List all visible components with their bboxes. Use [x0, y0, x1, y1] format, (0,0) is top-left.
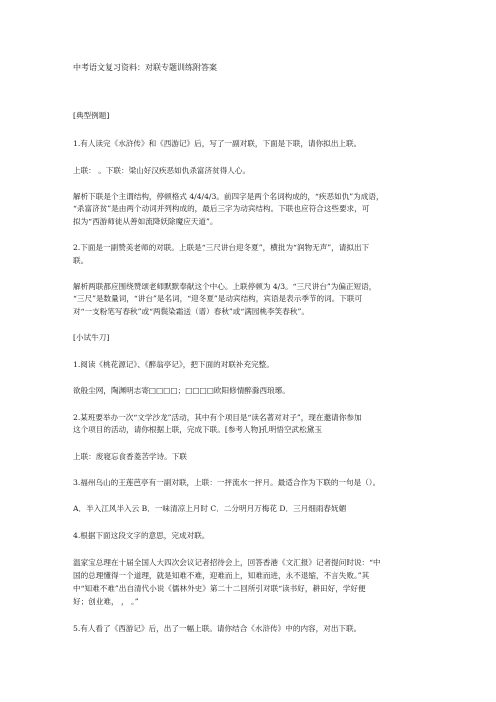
paragraph-line: 上联： 。下联：梁山好汉疾恶如仇杀富济贫得人心。 [73, 166, 251, 175]
paragraph-line: 5.有人看了《西游记》后，出了一幅上联。请你结合《水浒传》中的内容，对出下联。 [73, 624, 362, 633]
paragraph-line: 欲般尘网，陶渊明志寄□□□□；□□□□欧阳修情醉滁西琅琊。 [73, 386, 290, 395]
paragraph-line: 4.根据下面这段文字的意思，完成对联。 [73, 531, 210, 540]
section-heading-examples: [典型例题] [73, 111, 110, 120]
paragraph-line: 国的总理懂得一个道理，就是知难不难，迎难而上，知难而进，永不退缩，不言失败。”其 [73, 571, 370, 580]
section-heading-practice: [小试牛刀] [73, 333, 110, 342]
paragraph-line: 联。 [73, 256, 89, 265]
paragraph-line: 2.某班要举办一次“文学沙龙”活动，其中有个项目是“读名著对对子”，现在邀请你参加 [73, 413, 362, 422]
paragraph-line: 拟为“西游师徒从善如流降妖除魔应天道”。 [73, 217, 218, 226]
answer-options: A．半入江风半入云 B．一味清凉上月时 C．二分明月万梅花 D．三月细雨春妩媚 [73, 504, 347, 513]
paragraph-line: 温家宝总理在十届全国人大四次会议记者招待会上，回答香港《文汇报》记者提问时说：“中 [73, 558, 381, 567]
paragraph-line: “杀富济贫”是由两个动词并列构成的，最后三字为动宾结构。下联也应符合这些要求，可 [73, 204, 370, 213]
paragraph-line: 3.福州乌山的王莲芭亭有一副对联，上联：一抨流水一抨月。最适合作为下联的一句是（）。 [73, 478, 381, 487]
paragraph-line: 解析下联是个主谓结构，停顿格式 4/4/4/3。前四字是两个名词构成的，“疾恶如仇”为成语， [73, 192, 384, 201]
paragraph-line: 解析两联都应围绕赞颂老师默默奉献这个中心。上联停顿为 4/3。“三尺讲台”为偏正短语， [73, 282, 377, 291]
document-title: 中考语文复习资料：对联专题训练附答案 [73, 63, 217, 72]
paragraph-line: 上联：废寝忘食香菱苦学诗。下联 [73, 452, 187, 461]
paragraph-line: 好；创业难， ， 。” [73, 597, 139, 606]
paragraph-line: “三尺”是数量词，“讲台”是名词，“迎冬夏”是动宾结构，宾语是表示季节的词。下联可 [73, 294, 363, 303]
paragraph-line: 2.下面是一副赞美老师的对联。上联是“三尺讲台迎冬夏”，横批为“润物无声”，请拟出下 [73, 243, 370, 252]
paragraph-line: 1.阅读《桃花源记》、《醉翁亭记》，把下面的对联补充完整。 [73, 360, 274, 369]
paragraph-line: 1.有人读完《水浒传》和《西游记》后，写了一副对联，下面是下联，请你拟出上联。 [73, 139, 362, 148]
paragraph-line: 对“一支粉笔写春秋”或“两鬓染霜送（谱）春秋”或“满园桃李笑春秋”。 [73, 307, 309, 316]
paragraph-line: 中“知难不难”出自清代小说《儒林外史》第二十二回所引对联“读书好，耕田好，学好便 [73, 584, 366, 593]
paragraph-line: 这个项目的活动，请你根据上联，完成下联。[参考人物]孔明悟空武松黛玉 [73, 425, 322, 434]
